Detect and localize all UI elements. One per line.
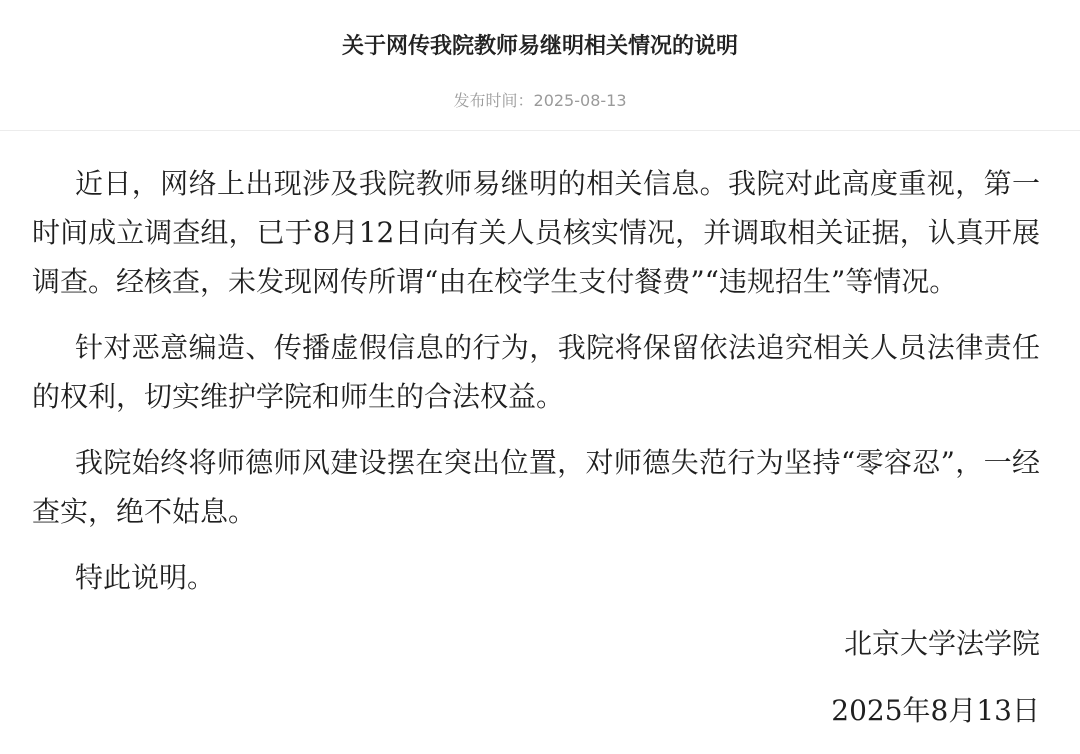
paragraph-legal-rights: 针对恶意编造、传播虚假信息的行为，我院将保留依法追究相关人员法律责任的权利，切实维护学院和师生的合法权益。 xyxy=(32,331,1040,413)
article-body xyxy=(0,131,1080,735)
publish-time-label: 发布时间： xyxy=(453,91,534,110)
publish-time xyxy=(0,89,1080,113)
signature-block xyxy=(32,619,1040,735)
publish-date: 2025-08-13 xyxy=(533,91,627,110)
signature-date: 2025年8月13日 xyxy=(831,694,1040,727)
signature-organization: 北京大学法学院 xyxy=(843,627,1040,660)
paragraph-closing: 特此说明。 xyxy=(75,561,216,594)
article-title: 关于网传我院教师易继明相关情况的说明 xyxy=(341,34,738,59)
paragraph-zero-tolerance: 我院始终将师德师风建设摆在突出位置，对师德失范行为坚持“零容忍”，一经查实，绝不姑息。 xyxy=(32,446,1040,528)
paragraph-investigation: 近日，网络上出现涉及我院教师易继明的相关信息。我院对此高度重视，第一时间成立调查组，已于8月12日向有关人员核实情况，并调取相关证据，认真开展调查。经核查，未发现网传所谓“由在校学生支付餐费”“违规招生”等情况。 xyxy=(32,167,1040,298)
article-header xyxy=(0,0,1080,131)
